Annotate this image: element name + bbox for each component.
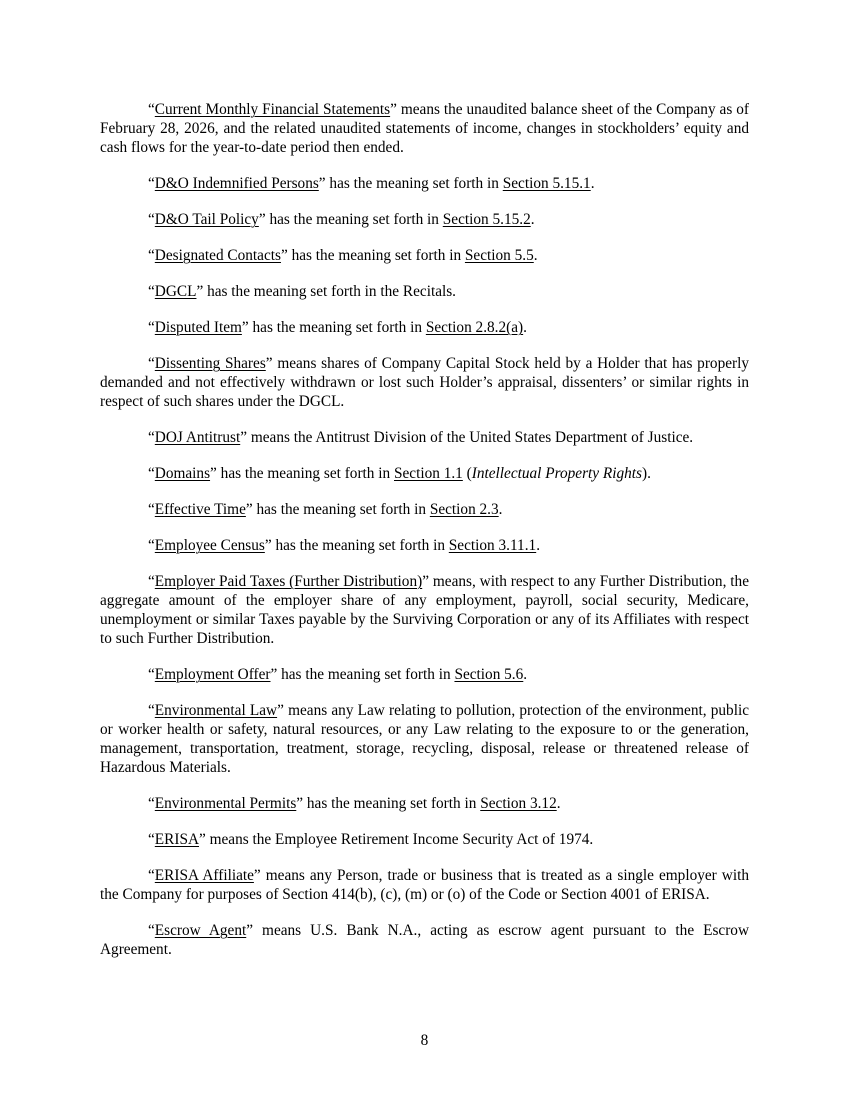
defined-term: ERISA — [154, 831, 199, 848]
document-page — [100, 100, 749, 976]
section-reference: Section 1.1 — [394, 465, 463, 482]
definition-body: has the meaning set forth in — [303, 795, 481, 812]
section-reference: Section 5.5 — [464, 247, 534, 264]
definition-body: has the meaning set forth in — [287, 247, 465, 264]
definition-body: means any Law relating to pollution, protection of the environment, public or worker health or safety, natural resources, or any Law relating to the exposure to or the generation, management, transportation, treatment, storage, recycling, disposal, release or threatened release of Hazardous Materials. — [100, 702, 749, 776]
definition-body: means, with respect to any Further Distribution, the aggregate amount of the employer share of any employment, payroll, social security, Medicare, unemployment or similar Taxes payable by the Surviving Corporation or any of its Affiliates with respect to such Further Distribution. — [100, 573, 749, 647]
definition-escrow-agent: “Escrow Agent” means U.S. Bank N.A., acting as escrow agent pursuant to the Escrow Agreement. — [100, 922, 749, 958]
defined-term: Employment Offer — [154, 666, 271, 683]
definition-body: has the meaning set forth in — [271, 537, 449, 554]
section-reference: Section 5.6 — [454, 666, 524, 683]
defined-term: ERISA Affiliate — [154, 867, 254, 884]
definition-tail: . — [498, 501, 503, 518]
defined-term: D&O Tail Policy — [154, 211, 259, 228]
definition-body: has the meaning set forth in — [325, 175, 503, 192]
section-reference: Section 2.8.2(a) — [425, 319, 524, 336]
definition-effective-time: “Effective Time” has the meaning set forth in Section 2.3. — [148, 501, 503, 518]
definition-dissenting-shares: “Dissenting Shares” means shares of Company Capital Stock held by a Holder that has properly demanded and not effectively withdrawn or lost such Holder’s appraisal, dissenters’ or similar rights in respect of such shares under the DGCL. — [100, 355, 750, 410]
definition-designated-contacts: “Designated Contacts” has the meaning set forth in Section 5.5. — [148, 247, 538, 264]
definition-environmental-law: “Environmental Law” means any Law relating to pollution, protection of the environment, public or worker health or safety, natural resources, or any Law relating to the exposure to or the generation, management, transportation, treatment, storage, recycling, disposal, release or threatened release of Hazardous Materials. — [100, 702, 749, 776]
definition-body: has the meaning set forth in — [248, 319, 426, 336]
defined-term: Domains — [154, 465, 211, 482]
definition-body: means shares of Company Capital Stock held by a Holder that has properly demanded and not effectively withdrawn or lost such Holder’s appraisal, dissenters’ or similar rights in respect of such shares under the DGCL. — [100, 355, 750, 410]
definition-employer-paid-taxes: “Employer Paid Taxes (Further Distribution)” means, with respect to any Further Distribution, the aggregate amount of the employer share of any employment, payroll, social security, Medicare, unemployment or similar Taxes payable by the Surviving Corporation or any of its Affiliates with respect to such Further Distribution. — [100, 573, 749, 647]
definition-body: means U.S. Bank N.A., acting as escrow agent pursuant to the Escrow Agreement. — [100, 922, 749, 958]
definition-disputed-item: “Disputed Item” has the meaning set forth in Section 2.8.2(a). — [148, 319, 527, 336]
defined-term: Employer Paid Taxes (Further Distribution) — [154, 573, 423, 590]
definition-tail: . — [533, 247, 538, 264]
defined-term: Current Monthly Financial Statements — [154, 101, 391, 118]
definition-tail: . — [530, 211, 535, 228]
definition-do-tail-policy: “D&O Tail Policy” has the meaning set forth in Section 5.15.2. — [148, 211, 535, 228]
definition-body: has the meaning set forth in — [265, 211, 443, 228]
defined-term: D&O Indemnified Persons — [154, 175, 319, 192]
defined-term: Escrow Agent — [154, 922, 247, 939]
definition-body: means the Antitrust Division of the United States Department of Justice. — [247, 429, 694, 446]
defined-term: Dissenting Shares — [154, 355, 266, 372]
definition-domains: “Domains” has the meaning set forth in Section 1.1 (Intellectual Property Rights). — [148, 465, 651, 482]
definition-tail: . — [590, 175, 595, 192]
definition-employment-offer: “Employment Offer” has the meaning set forth in Section 5.6. — [148, 666, 528, 683]
definition-body: has the meaning set forth in — [277, 666, 455, 683]
definition-tail: . — [523, 666, 528, 683]
section-reference: Section 3.12 — [480, 795, 557, 812]
section-reference: Section 2.3 — [429, 501, 499, 518]
definition-tail: . — [556, 795, 561, 812]
section-reference: Section 5.15.2 — [442, 211, 531, 228]
definition-body: means the Employee Retirement Income Security Act of 1974. — [205, 831, 594, 848]
definition-body: means the unaudited balance sheet of the Company as of February 28, 2026, and the related unaudited statements of income, changes in stockholders’ equity and cash flows for the year-to-date period then ended. — [100, 101, 749, 156]
defined-term: DOJ Antitrust — [154, 429, 241, 446]
definition-tail: . — [536, 537, 541, 554]
definition-body: has the meaning set forth in — [252, 501, 430, 518]
definition-erisa-affiliate: “ERISA Affiliate” means any Person, trade or business that is treated as a single employer with the Company for purposes of Section 414(b), (c), (m) or (o) of the Code or Section 4001 of ERISA. — [100, 867, 749, 903]
definition-environmental-permits: “Environmental Permits” has the meaning set forth in Section 3.12. — [148, 795, 561, 812]
defined-term: DGCL — [154, 283, 197, 300]
defined-term: Environmental Law — [154, 702, 278, 719]
definition-body: has the meaning set forth in — [216, 465, 394, 482]
definition-paren-open: ( — [462, 465, 472, 482]
definition-current-monthly-financial-statements: “Current Monthly Financial Statements” means the unaudited balance sheet of the Company as of February 28, 2026, and the related unaudited statements of income, changes in stockholders’ equity and cash flows for the year-to-date period then ended. — [100, 101, 749, 156]
definition-do-indemnified-persons: “D&O Indemnified Persons” has the meaning set forth in Section 5.15.1. — [148, 175, 595, 192]
definition-doj-antitrust: “DOJ Antitrust” means the Antitrust Division of the United States Department of Justice. — [148, 429, 694, 446]
definition-body: has the meaning set forth in the Recitals. — [203, 283, 457, 300]
defined-term: Environmental Permits — [154, 795, 297, 812]
page-number: 8 — [420, 1032, 429, 1049]
definition-body: means any Person, trade or business that is treated as a single employer with the Company for purposes of Section 414(b), (c), (m) or (o) of the Code or Section 4001 of ERISA. — [100, 867, 749, 903]
italic-cross-reference: Intellectual Property Rights — [471, 465, 642, 482]
defined-term: Effective Time — [154, 501, 246, 518]
definition-tail: . — [523, 319, 527, 336]
section-reference: Section 3.11.1 — [448, 537, 537, 554]
section-reference: Section 5.15.1 — [502, 175, 591, 192]
definition-employee-census: “Employee Census” has the meaning set forth in Section 3.11.1. — [148, 537, 541, 554]
definition-tail: ). — [641, 465, 651, 482]
defined-term: Disputed Item — [154, 319, 242, 336]
definition-erisa: “ERISA” means the Employee Retirement Income Security Act of 1974. — [148, 831, 594, 848]
definition-dgcl: “DGCL” has the meaning set forth in the Recitals. — [148, 283, 457, 300]
defined-term: Employee Census — [154, 537, 265, 554]
defined-term: Designated Contacts — [154, 247, 281, 264]
